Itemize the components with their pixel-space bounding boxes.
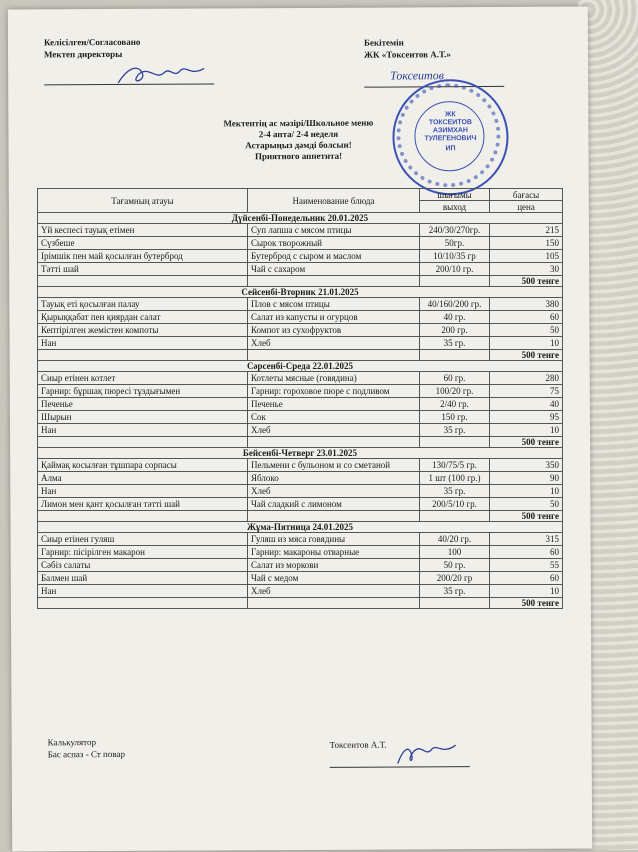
dish-price: 50 (490, 324, 563, 337)
approved-label: Келісілген/Согласовано (43, 36, 141, 48)
dish-name-kz: Нан (38, 424, 248, 437)
dish-price: 350 (490, 459, 563, 472)
dish-price: 10 (490, 424, 563, 437)
dish-name-kz: Гарнир: бұршақ пюресі тұздығымен (38, 385, 248, 398)
dish-portion: 40 гр. (420, 311, 490, 324)
dish-price: 10 (490, 485, 563, 498)
dish-name-ru: Яблоко (248, 472, 420, 485)
dish-price: 90 (490, 472, 563, 485)
dish-name-ru: Гарнир: макароны отварные (248, 546, 420, 559)
dish-portion: 35 гр. (420, 485, 490, 498)
dish-portion: 200 гр. (420, 324, 490, 337)
dish-price: 40 (490, 398, 563, 411)
day-total: 500 тенге (490, 350, 563, 361)
dish-name-kz: Алма (38, 472, 248, 485)
dish-name-ru: Гуляш из мяса говядины (248, 533, 420, 546)
dish-name-kz: Қырыққабат пен қиярдан салат (38, 311, 248, 324)
dish-name-kz: Сиыр етінен котлет (38, 372, 248, 385)
dish-portion: 50гр. (420, 237, 490, 250)
dish-portion: 130/75/5 гр. (420, 459, 490, 472)
dish-name-ru: Сок (248, 411, 420, 424)
dish-name-kz: Лимон мен қант қосылған тәтті шай (38, 498, 248, 511)
title-line-2: 2-4 апта/ 2-4 неделя (258, 128, 339, 140)
col-header-ru: Наименование блюда (248, 189, 420, 213)
day-total: 500 тенге (490, 598, 563, 609)
dish-name-ru: Плов с мясом птицы (248, 298, 420, 311)
director-signature (108, 58, 218, 91)
dish-price: 10 (490, 337, 563, 350)
menu-item-row (38, 533, 563, 546)
dish-name-ru: Салат из моркови (248, 559, 420, 572)
dish-price: 55 (490, 559, 563, 572)
day-total-row (38, 350, 563, 361)
col-header-out-kz: шығымы (420, 189, 490, 201)
dish-price: 10 (490, 585, 563, 598)
dish-price: 60 (490, 546, 563, 559)
dish-name-kz: Нан (38, 337, 248, 350)
footer-chef: Бас аспаз - Ст повар (47, 748, 126, 760)
dish-portion: 60 гр. (420, 372, 490, 385)
menu-item-row (38, 559, 563, 572)
dish-name-ru: Гарнир: гороховое пюре с подливом (248, 385, 420, 398)
title-line-4: Приятного аппетита! (254, 150, 343, 162)
col-header-price-ru: цена (490, 201, 563, 213)
day-row (38, 448, 563, 459)
dish-portion: 200/10 гр. (420, 263, 490, 276)
day-title: Сәрсенбі-Среда 22.01.2025 (38, 361, 563, 372)
dish-price: 280 (490, 372, 563, 385)
menu-item-row (38, 546, 563, 559)
approve-label: Бекітемін (363, 37, 404, 48)
dish-price: 380 (490, 298, 563, 311)
menu-item-row (38, 459, 563, 472)
dish-name-kz: Гарнир: пісірілген макарон (38, 546, 248, 559)
day-row (38, 213, 563, 224)
day-title: Дүйсенбі-Понедельник 20.01.2025 (38, 213, 563, 224)
dish-name-kz: Сүзбеше (38, 237, 248, 250)
day-total: 500 тенге (490, 511, 563, 522)
day-row (38, 522, 563, 533)
dish-name-ru: Чай с медом (248, 572, 420, 585)
menu-item-row (38, 385, 563, 398)
dish-price: 105 (490, 250, 563, 263)
day-title: Сейсенбі-Вторник 21.01.2025 (38, 287, 563, 298)
dish-name-kz: Тауық еті қосылған палау (38, 298, 248, 311)
day-total-row (38, 276, 563, 287)
dish-name-ru: Хлеб (248, 485, 420, 498)
footer-signature (392, 737, 462, 771)
title-line-1: Мектептің ас мәзірі/Школьное меню (223, 117, 374, 129)
dish-name-kz: Нан (38, 485, 248, 498)
menu-item-row (38, 250, 563, 263)
dish-price: 50 (490, 498, 563, 511)
dish-price: 315 (490, 533, 563, 546)
dish-portion: 100 (420, 546, 490, 559)
menu-item-row (38, 472, 563, 485)
menu-item-row (38, 263, 563, 276)
col-header-price-kz: бағасы (490, 189, 563, 201)
dish-price: 95 (490, 411, 563, 424)
dish-portion: 200/20 гр (420, 572, 490, 585)
dish-portion: 40/20 гр. (420, 533, 490, 546)
dish-portion: 240/30/270гр. (420, 224, 490, 237)
dish-name-kz: Шырын (38, 411, 248, 424)
day-row (38, 287, 563, 298)
dish-name-kz: Балмен шай (38, 572, 248, 585)
dish-price: 30 (490, 263, 563, 276)
dish-portion: 100/20 гр. (420, 385, 490, 398)
menu-item-row (38, 324, 563, 337)
menu-item-row (38, 585, 563, 598)
day-total: 500 тенге (490, 276, 563, 287)
menu-item-row (38, 372, 563, 385)
menu-item-row (38, 224, 563, 237)
dish-portion: 50 гр. (420, 559, 490, 572)
title-line-3: Астарыңыз дәмді болсын! (245, 139, 352, 151)
dish-name-ru: Пельмени с бульоном и со сметаной (248, 459, 420, 472)
day-title: Бейсенбі-Четверг 23.01.2025 (38, 448, 563, 459)
menu-item-row (38, 498, 563, 511)
footer-signer: Токсеитов А.Т. (329, 739, 387, 750)
day-row (38, 361, 563, 372)
dish-name-ru: Хлеб (248, 424, 420, 437)
day-title: Жұма-Пятница 24.01.2025 (38, 522, 563, 533)
dish-portion: 35 гр. (420, 424, 490, 437)
dish-price: 60 (490, 572, 563, 585)
dish-portion: 1 шт (100 гр.) (420, 472, 490, 485)
dish-portion: 150 гр. (420, 411, 490, 424)
dish-name-ru: Компот из сухофруктов (248, 324, 420, 337)
dish-name-kz: Нан (38, 585, 248, 598)
entrepreneur-label: ЖК «Токсеитов А.Т.» (364, 49, 451, 60)
dish-name-ru: Котлеты мясные (говядина) (248, 372, 420, 385)
dish-name-kz: Тәтті шай (38, 263, 248, 276)
dish-name-kz: Ірімшік пен май қосылған бутерброд (38, 250, 248, 263)
dish-name-kz: Печенье (38, 398, 248, 411)
footer-calculator: Калькулятор (47, 737, 97, 748)
menu-table (37, 188, 563, 609)
menu-item-row (38, 411, 563, 424)
entrepreneur-signature: Токсеитов (390, 68, 444, 83)
dish-name-ru: Печенье (248, 398, 420, 411)
day-total: 500 тенге (490, 437, 563, 448)
dish-portion: 200/5/10 гр. (420, 498, 490, 511)
col-header-out-ru: выход (420, 201, 490, 213)
menu-item-row (38, 424, 563, 437)
dish-name-kz: Қаймақ косылған тұшпара сорпасы (38, 459, 248, 472)
day-total-row (38, 437, 563, 448)
dish-price: 150 (490, 237, 563, 250)
dish-name-ru: Чай с сахаром (248, 263, 420, 276)
dish-name-kz: Кептірілген жемістен компоты (38, 324, 248, 337)
dish-name-kz: Сәбіз салаты (38, 559, 248, 572)
dish-portion: 40/160/200 гр. (420, 298, 490, 311)
dish-name-ru: Салат из капусты и огурцов (248, 311, 420, 324)
dish-name-ru: Чай сладкий с лимоном (248, 498, 420, 511)
dish-price: 215 (490, 224, 563, 237)
dish-name-kz: Үй кеспесі тауық етімен (38, 224, 248, 237)
day-total-row (38, 598, 563, 609)
day-total-row (38, 511, 563, 522)
menu-item-row (38, 237, 563, 250)
dish-portion: 35 гр. (420, 585, 490, 598)
menu-item-row (38, 311, 563, 324)
dish-price: 60 (490, 311, 563, 324)
menu-item-row (38, 572, 563, 585)
menu-item-row (38, 337, 563, 350)
menu-item-row (38, 485, 563, 498)
menu-item-row (38, 298, 563, 311)
dish-portion: 2/40 гр. (420, 398, 490, 411)
col-header-kz: Тағамның атауы (38, 189, 248, 213)
dish-portion: 10/10/35 гр (420, 250, 490, 263)
dish-portion: 35 гр. (420, 337, 490, 350)
dish-name-ru: Суп лапша с мясом птицы (248, 224, 420, 237)
dish-price: 75 (490, 385, 563, 398)
dish-name-kz: Сиыр етінен гуляш (38, 533, 248, 546)
official-stamp: ЖК ТОКСЕИТОВ АЗИМХАН ТУЛЕГЕНОВИЧ ИП (392, 79, 509, 196)
director-label: Мектеп директоры (44, 48, 123, 60)
dish-name-ru: Хлеб (248, 585, 420, 598)
dish-name-ru: Бутерброд с сыром и маслом (248, 250, 420, 263)
menu-item-row (38, 398, 563, 411)
dish-name-ru: Хлеб (248, 337, 420, 350)
dish-name-ru: Сырок творожный (248, 237, 420, 250)
